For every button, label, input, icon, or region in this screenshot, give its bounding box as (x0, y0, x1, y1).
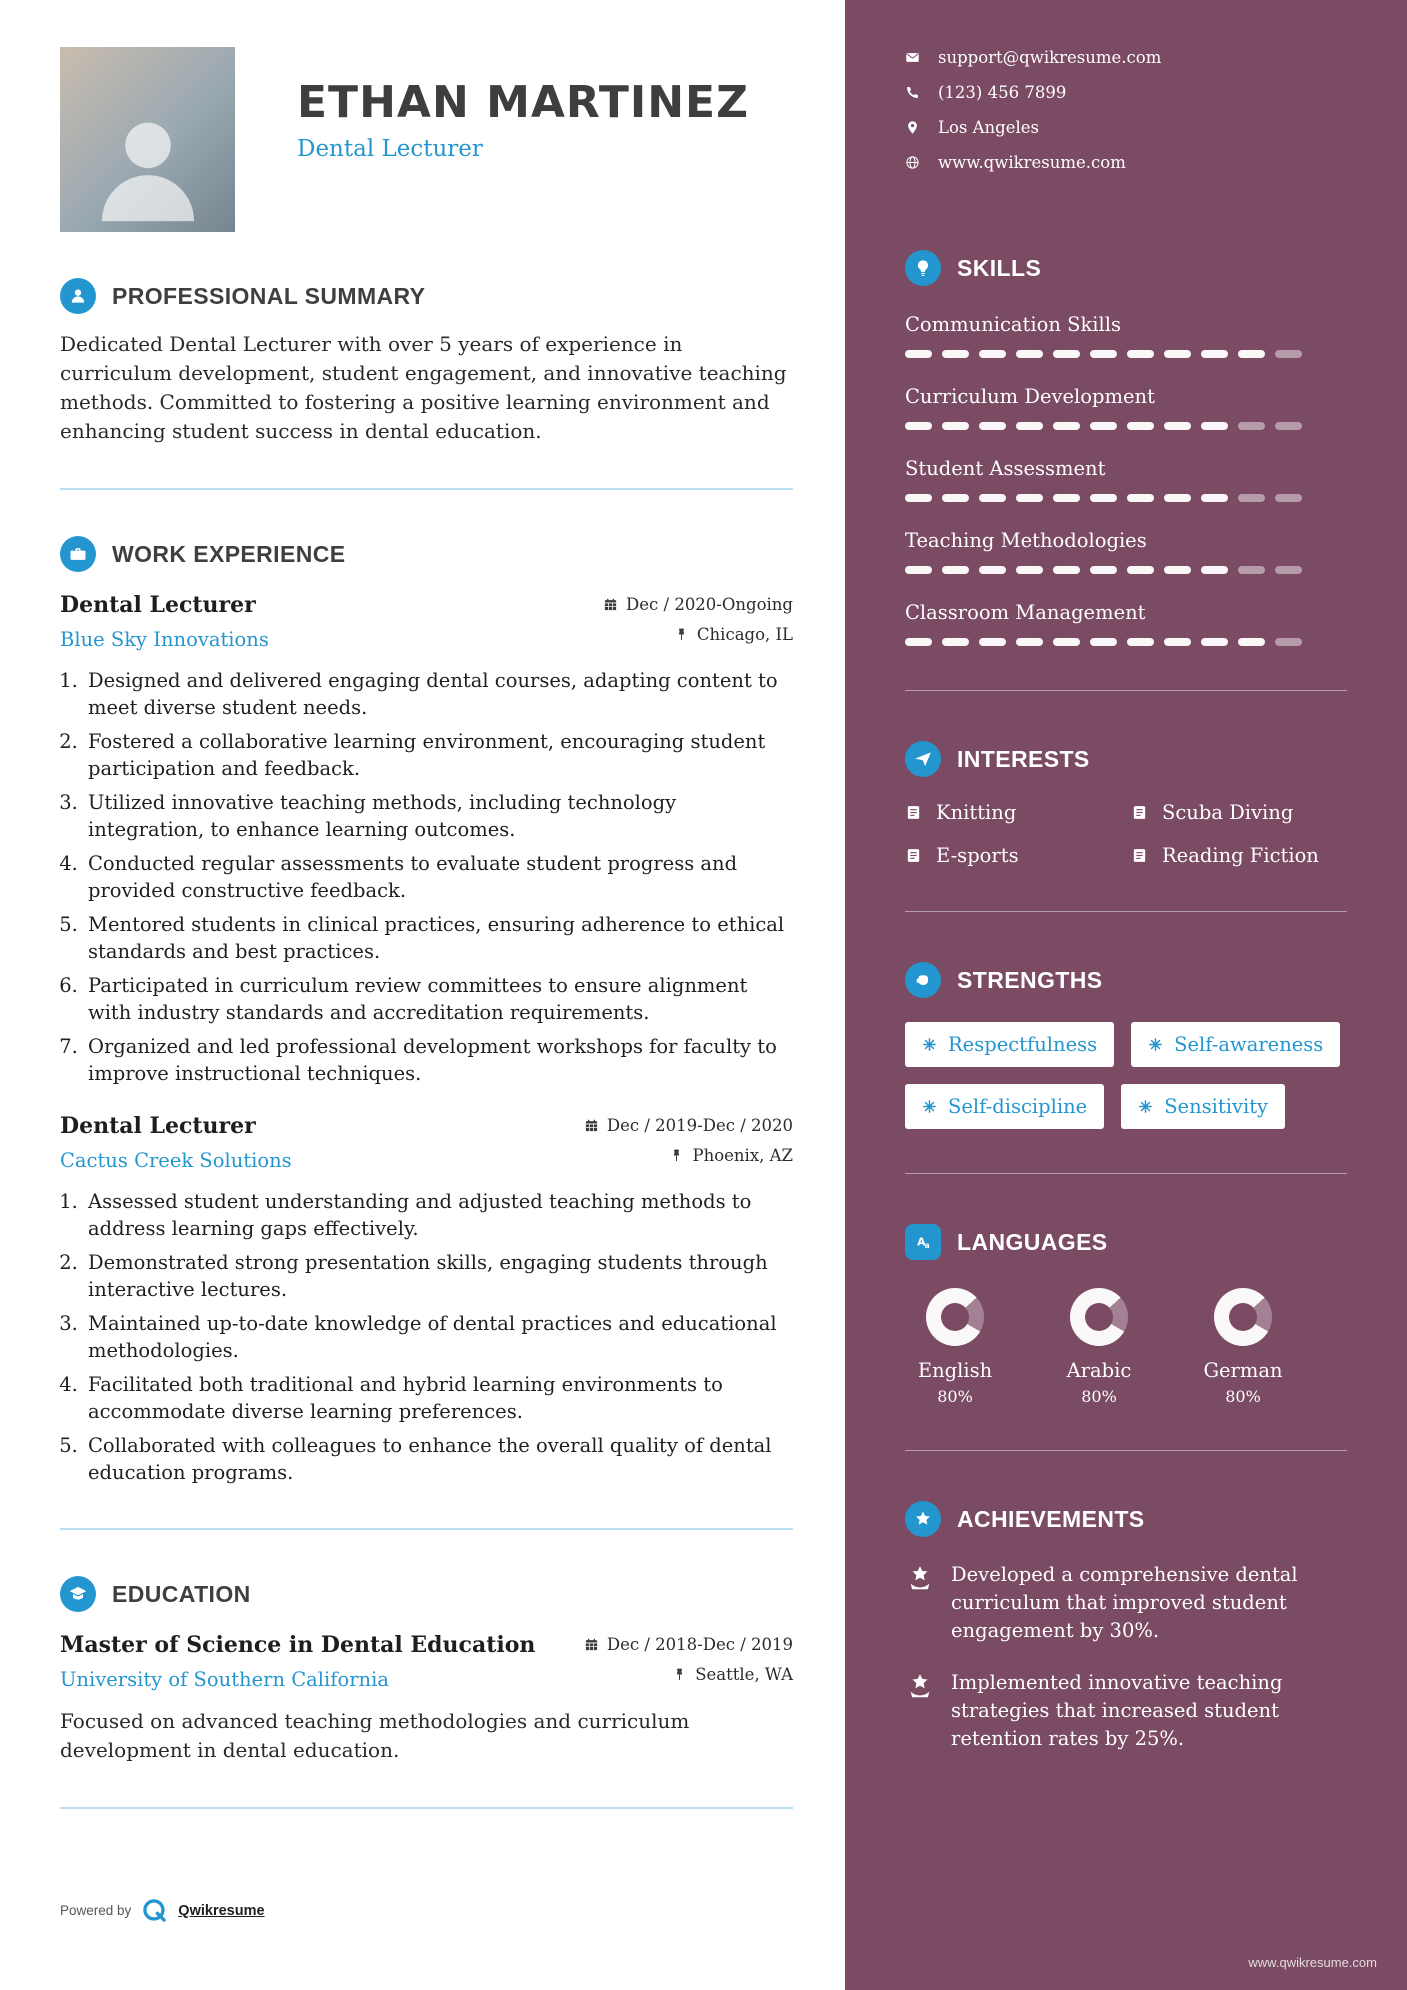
interest-item (905, 801, 1121, 824)
skill-level-bar (905, 566, 1347, 574)
job-bullet-list (60, 1188, 793, 1486)
skill-level-bar (905, 638, 1347, 646)
job-dates (584, 1116, 793, 1135)
education-header (60, 1576, 793, 1612)
skills-section (905, 250, 1347, 646)
skill-label: Curriculum Development (905, 385, 1155, 408)
skill-level-bar (905, 422, 1347, 430)
job-entry (60, 592, 793, 1087)
summary-heading: PROFESSIONAL SUMMARY (112, 282, 426, 309)
book-icon (1131, 804, 1148, 821)
contact-location-text: Los Angeles (938, 118, 1039, 137)
skill-dash (1238, 638, 1265, 646)
job-dates-text: Dec / 2020-Ongoing (626, 595, 793, 614)
education-dates (584, 1635, 793, 1654)
job-dates-text: Dec / 2019-Dec / 2020 (606, 1116, 793, 1135)
skill-item (905, 313, 1347, 358)
skill-dash (1127, 638, 1154, 646)
languages-section (905, 1224, 1347, 1406)
achievement-text: Developed a comprehensive dental curriculum that improved student engagement by 30%. (951, 1563, 1298, 1642)
language-item (1053, 1288, 1145, 1406)
strength-label: Self-discipline (948, 1095, 1088, 1118)
strength-chip (1131, 1022, 1340, 1067)
skill-dash (905, 350, 932, 358)
language-name: German (1203, 1359, 1283, 1382)
job-title: Dental Lecturer (60, 1113, 256, 1139)
job-bullet: 3. Utilized innovative teaching methods, including technology integration, to enhance learning outcomes. (84, 789, 793, 843)
skill-dash (979, 494, 1006, 502)
divider (60, 1528, 793, 1530)
header-text (297, 47, 749, 232)
strength-label: Self-awareness (1174, 1033, 1324, 1056)
language-percent: 80% (937, 1387, 973, 1406)
job-company-link[interactable]: Cactus Creek Solutions (60, 1149, 292, 1172)
bulb-icon (905, 250, 941, 286)
education-section (60, 1576, 793, 1765)
achievements-section (905, 1501, 1347, 1753)
work-heading: WORK EXPERIENCE (112, 540, 346, 567)
job-bullet: 5. Collaborated with colleagues to enhance the overall quality of dental education programs. (84, 1432, 793, 1486)
contact-location (905, 118, 1347, 137)
contact-email-text: support@qwikresume.com (938, 48, 1162, 67)
skill-dash (1090, 422, 1117, 430)
calendar-icon (584, 1118, 599, 1133)
skill-dash (1201, 494, 1228, 502)
qwikresume-logo (141, 1897, 168, 1924)
skill-dash (979, 422, 1006, 430)
skill-dash (1090, 350, 1117, 358)
skill-level-bar (905, 350, 1347, 358)
skill-dash (1053, 422, 1080, 430)
skill-dash (1238, 350, 1265, 358)
calendar-icon (603, 597, 618, 612)
interests-heading: INTERESTS (957, 745, 1090, 772)
skill-dash (1275, 494, 1302, 502)
skill-dash (1164, 422, 1191, 430)
skill-dash (1164, 494, 1191, 502)
hand-star-icon (905, 1563, 935, 1593)
achievement-text: Implemented innovative teaching strategies that increased student retention rates by 25%. (951, 1671, 1283, 1750)
education-heading: EDUCATION (112, 1580, 251, 1607)
skill-dash (905, 422, 932, 430)
divider (905, 1450, 1347, 1451)
svg-text:A: A (917, 1235, 926, 1249)
skill-dash (979, 566, 1006, 574)
skill-dash (1016, 494, 1043, 502)
job-bullet: 1. Assessed student understanding and adjusted teaching methods to address learning gaps effectively. (84, 1188, 793, 1242)
candidate-title: Dental Lecturer (297, 136, 483, 162)
skill-dash (1053, 566, 1080, 574)
summary-text: Dedicated Dental Lecturer with over 5 years of experience in curriculum development, student engagement, and innovative teaching methods. Committed to fostering a positive learning environment and enhancing student success in dental education. (60, 332, 787, 443)
skill-dash (1201, 422, 1228, 430)
job-bullet: 6. Participated in curriculum review committees to ensure alignment with industry standards and accreditation requirements. (84, 972, 793, 1026)
education-entry (60, 1632, 793, 1765)
contact-block (905, 0, 1347, 172)
graduation-cap-icon (60, 1576, 96, 1612)
skill-dash (1275, 350, 1302, 358)
skill-dash (1053, 638, 1080, 646)
skill-dash (1238, 494, 1265, 502)
skill-dash (1127, 494, 1154, 502)
interest-label: Reading Fiction (1162, 844, 1319, 867)
qwikresume-link[interactable]: Qwikresume (178, 1902, 265, 1919)
skill-dash (1090, 638, 1117, 646)
svg-text:a: a (924, 1240, 930, 1250)
strength-chip (905, 1084, 1104, 1129)
language-name: Arabic (1066, 1359, 1132, 1382)
skill-dash (1164, 566, 1191, 574)
skill-dash (1164, 638, 1191, 646)
right-column (845, 0, 1407, 1990)
skill-dash (1016, 638, 1043, 646)
map-pin-icon (905, 120, 920, 135)
skill-dash (1053, 350, 1080, 358)
skill-dash (1275, 566, 1302, 574)
job-bullet: 5. Mentored students in clinical practices, ensuring adherence to ethical standards and best practices. (84, 911, 793, 965)
pushpin-icon (669, 1148, 684, 1163)
job-bullet: 7. Organized and led professional development workshops for faculty to improve instructional techniques. (84, 1033, 793, 1087)
skill-dash (905, 566, 932, 574)
strengths-section (905, 962, 1347, 1129)
skill-dash (1016, 566, 1043, 574)
skill-dash (905, 638, 932, 646)
translate-icon (905, 1224, 941, 1260)
interest-item (1131, 801, 1347, 824)
interest-label: E-sports (936, 844, 1019, 867)
interest-label: Scuba Diving (1162, 801, 1294, 824)
person-silhouette-icon (83, 102, 213, 232)
skill-dash (1090, 566, 1117, 574)
contact-phone-text: (123) 456 7899 (938, 83, 1067, 102)
skill-item (905, 601, 1347, 646)
strength-chip (905, 1022, 1114, 1067)
star-icon (905, 1501, 941, 1537)
skill-dash (1053, 494, 1080, 502)
strengths-heading: STRENGTHS (957, 966, 1103, 993)
skill-dash (942, 350, 969, 358)
skill-dash (1201, 566, 1228, 574)
powered-by-label: Powered by (60, 1903, 132, 1918)
strength-label: Respectfulness (948, 1033, 1098, 1056)
strength-label: Sensitivity (1164, 1095, 1269, 1118)
strength-chip (1121, 1084, 1285, 1129)
job-entry (60, 1113, 793, 1486)
achievement-item (905, 1669, 1347, 1753)
contact-website-text: www.qwikresume.com (938, 153, 1126, 172)
person-icon (60, 278, 96, 314)
interest-label: Knitting (936, 801, 1017, 824)
skill-item (905, 529, 1347, 574)
skill-dash (1127, 422, 1154, 430)
job-location-text: Chicago, IL (696, 625, 793, 644)
strength-chips (905, 1022, 1347, 1129)
skill-dash (1127, 566, 1154, 574)
language-donut-chart (1214, 1288, 1272, 1346)
globe-icon (905, 155, 920, 170)
skill-dash (1201, 638, 1228, 646)
skill-dash (905, 494, 932, 502)
skill-dash (1127, 350, 1154, 358)
skill-dash (1164, 350, 1191, 358)
asterisk-icon (922, 1037, 937, 1052)
skill-dash (979, 638, 1006, 646)
language-percent: 80% (1225, 1387, 1261, 1406)
skill-level-bar (905, 494, 1347, 502)
skill-dash (1238, 422, 1265, 430)
education-description: Focused on advanced teaching methodologies and curriculum development in dental education. (60, 1709, 690, 1762)
skill-dash (1275, 422, 1302, 430)
phone-icon (905, 85, 920, 100)
skill-dash (1238, 566, 1265, 574)
skills-heading: SKILLS (957, 254, 1042, 281)
profile-photo (60, 47, 235, 232)
job-dates (603, 595, 793, 614)
contact-website[interactable] (905, 153, 1347, 172)
job-company-link[interactable]: Blue Sky Innovations (60, 628, 269, 651)
divider (905, 690, 1347, 691)
skill-dash (1275, 638, 1302, 646)
fist-icon (905, 962, 941, 998)
briefcase-icon (60, 536, 96, 572)
resume-header (60, 0, 793, 232)
languages-row (905, 1288, 1347, 1406)
asterisk-icon (922, 1099, 937, 1114)
skill-dash (1016, 422, 1043, 430)
language-name: English (917, 1359, 993, 1382)
job-bullet: 4. Facilitated both traditional and hybrid learning environments to accommodate diverse learning preferences. (84, 1371, 793, 1425)
skill-label: Teaching Methodologies (905, 529, 1147, 552)
contact-email[interactable] (905, 48, 1347, 67)
envelope-icon (905, 50, 920, 65)
skill-dash (979, 350, 1006, 358)
degree-title: Master of Science in Dental Education (60, 1632, 536, 1658)
languages-heading: LANGUAGES (957, 1228, 1108, 1255)
achievements-heading: ACHIEVEMENTS (957, 1505, 1145, 1532)
work-section (60, 536, 793, 1486)
job-bullet: 2. Demonstrated strong presentation skills, engaging students through interactive lectures. (84, 1249, 793, 1303)
paper-plane-icon (905, 741, 941, 777)
skill-dash (942, 638, 969, 646)
language-item (1197, 1288, 1289, 1406)
skill-item (905, 385, 1347, 430)
candidate-name: ETHAN MARTINEZ (297, 77, 750, 128)
language-item (909, 1288, 1001, 1406)
job-bullet: 2. Fostered a collaborative learning environment, encouraging student participation and feedback. (84, 728, 793, 782)
pushpin-icon (672, 1667, 687, 1682)
interest-item (905, 844, 1121, 867)
education-location (584, 1665, 793, 1684)
powered-by-footer (60, 1897, 265, 1924)
school-link[interactable]: University of Southern California (60, 1668, 389, 1691)
job-location (584, 1146, 793, 1165)
job-bullet: 3. Maintained up-to-date knowledge of dental practices and educational methodologies. (84, 1310, 793, 1364)
skill-dash (942, 566, 969, 574)
skill-dash (1090, 494, 1117, 502)
skill-label: Student Assessment (905, 457, 1106, 480)
interests-section (905, 741, 1347, 867)
skill-item (905, 457, 1347, 502)
divider (905, 911, 1347, 912)
language-donut-chart (1070, 1288, 1128, 1346)
work-header (60, 536, 793, 572)
language-percent: 80% (1081, 1387, 1117, 1406)
job-bullet: 4. Conducted regular assessments to evaluate student progress and provided constructive feedback. (84, 850, 793, 904)
job-title: Dental Lecturer (60, 592, 256, 618)
job-bullet-list (60, 667, 793, 1087)
asterisk-icon (1138, 1099, 1153, 1114)
calendar-icon (584, 1637, 599, 1652)
divider (905, 1173, 1347, 1174)
book-icon (905, 847, 922, 864)
book-icon (905, 804, 922, 821)
divider (60, 1807, 793, 1809)
skill-dash (1201, 350, 1228, 358)
job-bullet: 1. Designed and delivered engaging dental courses, adapting content to meet diverse student needs. (84, 667, 793, 721)
skill-dash (942, 422, 969, 430)
hand-star-icon (905, 1671, 935, 1701)
divider (60, 488, 793, 490)
education-dates-text: Dec / 2018-Dec / 2019 (606, 1635, 793, 1654)
skill-dash (942, 494, 969, 502)
summary-header (60, 278, 793, 314)
pushpin-icon (674, 627, 689, 642)
book-icon (1131, 847, 1148, 864)
education-location-text: Seattle, WA (695, 1665, 793, 1684)
interests-grid (905, 801, 1347, 867)
job-location (603, 625, 793, 644)
website-footer-link[interactable]: www.qwikresume.com (1248, 1955, 1377, 1970)
language-donut-chart (926, 1288, 984, 1346)
achievement-item (905, 1561, 1347, 1645)
contact-phone[interactable] (905, 83, 1347, 102)
job-location-text: Phoenix, AZ (692, 1146, 793, 1165)
summary-section (60, 278, 793, 446)
skill-dash (1016, 350, 1043, 358)
asterisk-icon (1148, 1037, 1163, 1052)
skill-label: Communication Skills (905, 313, 1122, 336)
skill-label: Classroom Management (905, 601, 1146, 624)
interest-item (1131, 844, 1347, 867)
